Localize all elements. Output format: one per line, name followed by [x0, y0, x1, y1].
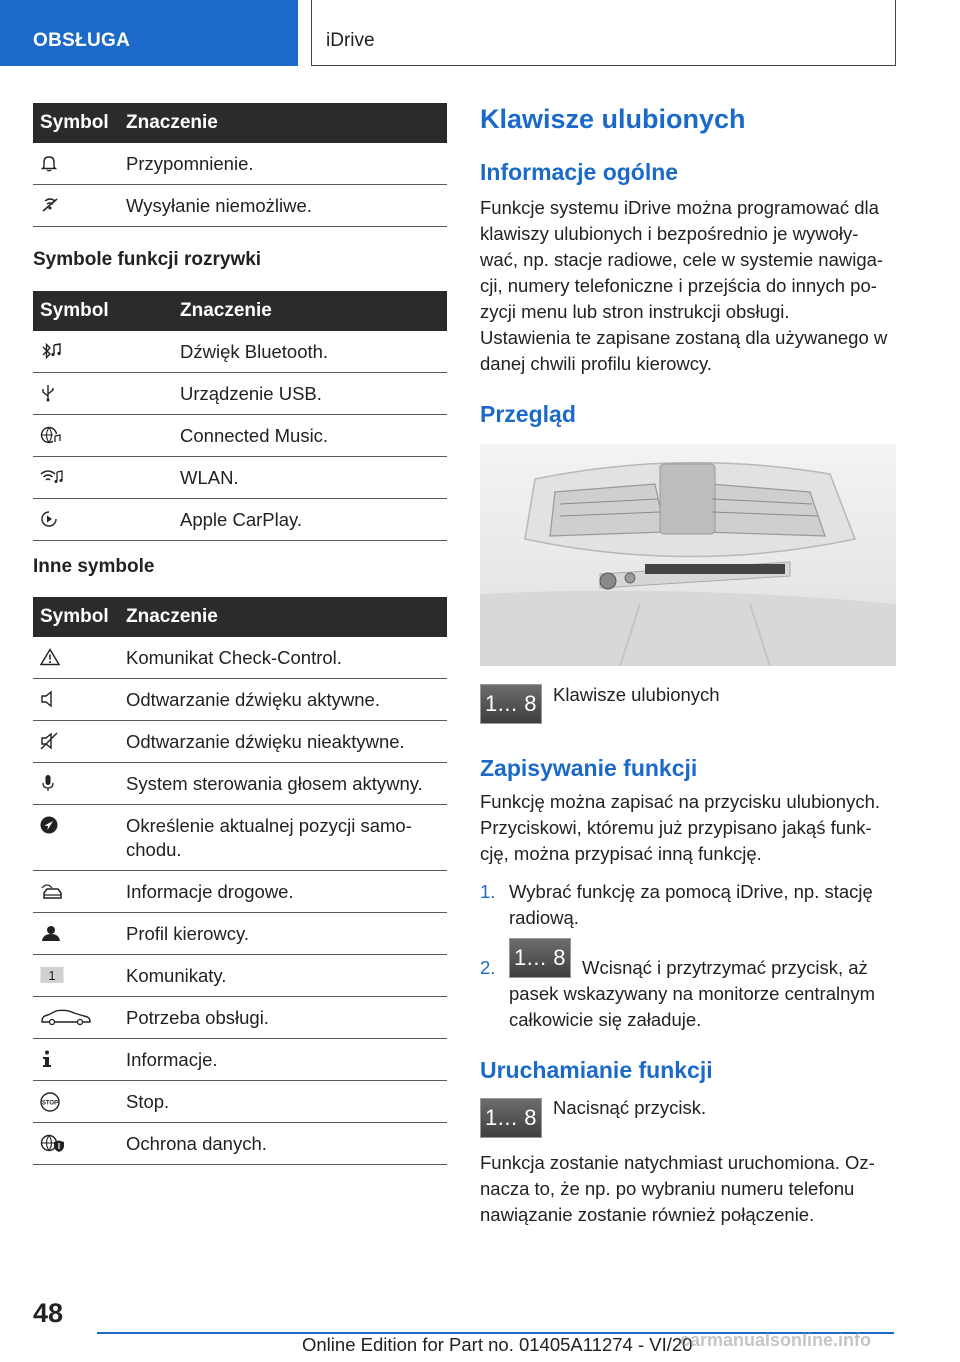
- table-row: [33, 457, 447, 499]
- usb-icon: [40, 384, 56, 402]
- table-row: [33, 415, 447, 457]
- messages-icon: [40, 966, 64, 984]
- row-text: System sterowania głosem aktywny.: [126, 773, 423, 794]
- row-text: Przypomnienie.: [126, 153, 254, 174]
- col-symbol: Symbol: [40, 112, 109, 133]
- speaker-icon: [40, 690, 60, 708]
- bell-icon: [40, 154, 58, 172]
- chapter-tab: [311, 0, 896, 66]
- symbol-table-2: [33, 291, 447, 541]
- favorite-button-image: 1... 8: [509, 938, 571, 978]
- table-row: [33, 1039, 447, 1081]
- row-text: Potrzeba obsługi.: [126, 1007, 269, 1028]
- table-row: [33, 721, 447, 763]
- symbol-table-3: [33, 597, 447, 1165]
- table-row: [33, 499, 447, 541]
- general-paragraph: Funkcje systemu iDrive można programować dla klawiszy ulubionych i bezpośrednio je wywoły-wać, np. stacje radiowe, cele w systemie nawiga-cji, numery telefoniczne i przejścia do innych po-zycji menu lub stron instrukcji obsługi.: [480, 197, 884, 322]
- driver-profile-icon: [40, 924, 62, 942]
- watermark: carmanualsonline.info: [680, 1330, 872, 1350]
- col-symbol: Symbol: [40, 300, 109, 321]
- step-1-number: 1.: [480, 881, 496, 902]
- save-heading: Zapisywanie funkcji: [480, 755, 698, 781]
- row-text: Informacje.: [126, 1049, 218, 1070]
- row-text: Informacje drogowe.: [126, 881, 294, 902]
- row-text: Ochrona danych.: [126, 1133, 267, 1154]
- table-row: [33, 805, 447, 871]
- row-text: Komunikaty.: [126, 965, 227, 986]
- col-meaning: Znaczenie: [126, 112, 218, 133]
- overview-heading: Przegląd: [480, 401, 576, 427]
- favorite-button-image: 1... 8: [480, 1098, 542, 1138]
- row-text: Apple CarPlay.: [180, 509, 303, 530]
- page-title: Klawisze ulubionych: [480, 104, 746, 134]
- run-instruction: Nacisnąć przycisk.: [553, 1097, 707, 1118]
- general-paragraph-2: Ustawienia te zapisane zostaną dla używanego w danej chwili profilu kierowcy.: [480, 327, 888, 374]
- row-text: Connected Music.: [180, 425, 329, 446]
- connected-music-icon: [40, 426, 62, 444]
- col-symbol: Symbol: [40, 606, 109, 627]
- section-tab: [0, 0, 298, 66]
- col-meaning: Znaczenie: [126, 606, 218, 627]
- photo-caption: Klawisze ulubionych: [553, 684, 720, 705]
- table-row: [33, 637, 447, 679]
- table-row: [33, 143, 447, 185]
- send-blocked-icon: [40, 196, 60, 214]
- table-row: [33, 1081, 447, 1123]
- table-row: [33, 1123, 447, 1165]
- table-row: [33, 871, 447, 913]
- row-text: Określenie aktualnej pozycji samo-chodu.: [126, 815, 412, 860]
- table-row: [33, 373, 447, 415]
- section-heading: Inne symbole: [33, 556, 155, 577]
- table-row: [33, 763, 447, 805]
- dashboard-photo: [480, 444, 896, 666]
- row-text: Odtwarzanie dźwięku nieaktywne.: [126, 731, 405, 752]
- stop-icon: [40, 1092, 60, 1112]
- info-icon: [40, 1050, 54, 1068]
- stop-icon-label: STOP: [41, 1100, 59, 1107]
- step-2-text: Wcisnąć i przytrzymać przycisk, aż pasek wskazywany na monitorze centralnym całkowicie się załaduje.: [509, 957, 876, 1030]
- privacy-icon: [40, 1134, 64, 1152]
- page-number: 48: [33, 1298, 64, 1328]
- wlan-audio-icon: [40, 468, 64, 486]
- symbol-table-1: [33, 103, 447, 227]
- row-text: Komunikat Check-Control.: [126, 647, 342, 668]
- row-text: Urządzenie USB.: [180, 383, 322, 404]
- row-text: Odtwarzanie dźwięku aktywne.: [126, 689, 380, 710]
- step-number: [480, 879, 510, 905]
- chapter-title: iDrive: [326, 30, 375, 51]
- table-row: [33, 913, 447, 955]
- row-text: Wysyłanie niemożliwe.: [126, 195, 312, 216]
- section-title: OBSŁUGA: [33, 30, 131, 51]
- step-1-text: Wybrać funkcję za pomocą iDrive, np. stację radiową.: [509, 881, 873, 928]
- run-heading: Uruchamianie funkcji: [480, 1057, 713, 1083]
- speaker-muted-icon: [40, 732, 60, 750]
- edition-text: Online Edition for Part no. 01405A11274 - VI/20: [302, 1334, 693, 1355]
- favorite-button-image: 1... 8: [480, 684, 542, 724]
- microphone-icon: [40, 774, 56, 792]
- general-heading: Informacje ogólne: [480, 159, 679, 185]
- service-car-icon: [40, 1008, 92, 1026]
- traffic-icon: [40, 882, 64, 900]
- table-row: [33, 997, 447, 1039]
- table-row: [33, 331, 447, 373]
- row-text: Stop.: [126, 1091, 170, 1112]
- messages-icon-label: 1: [48, 968, 56, 983]
- row-text: Dźwięk Bluetooth.: [180, 341, 329, 362]
- warning-triangle-icon: [40, 648, 60, 666]
- table-row: [33, 185, 447, 227]
- col-meaning: Znaczenie: [180, 300, 272, 321]
- table-row: [33, 955, 447, 997]
- step-2-number: 2.: [480, 957, 496, 978]
- table-header: [33, 103, 447, 143]
- table-row: [33, 679, 447, 721]
- save-paragraph: Funkcję można zapisać na przycisku ulubionych. Przyciskowi, któremu już przypisano jakąś funk-cję, można przypisać inną funkcję.: [480, 791, 880, 864]
- table-header: [33, 291, 447, 331]
- position-icon: [40, 816, 58, 834]
- run-paragraph: Funkcja zostanie natychmiast uruchomiona. Oz-nacza to, że np. po wybraniu numeru telefonu nawiązanie zostanie również połączenie.: [480, 1152, 875, 1225]
- dashboard-illustration: [480, 444, 896, 666]
- row-text: WLAN.: [180, 467, 239, 488]
- table-header: [33, 597, 447, 637]
- bluetooth-audio-icon: [40, 342, 62, 360]
- step-number: [480, 955, 510, 981]
- carplay-icon: [40, 510, 58, 528]
- section-heading: Symbole funkcji rozrywki: [33, 249, 262, 270]
- row-text: Profil kierowcy.: [126, 923, 250, 944]
